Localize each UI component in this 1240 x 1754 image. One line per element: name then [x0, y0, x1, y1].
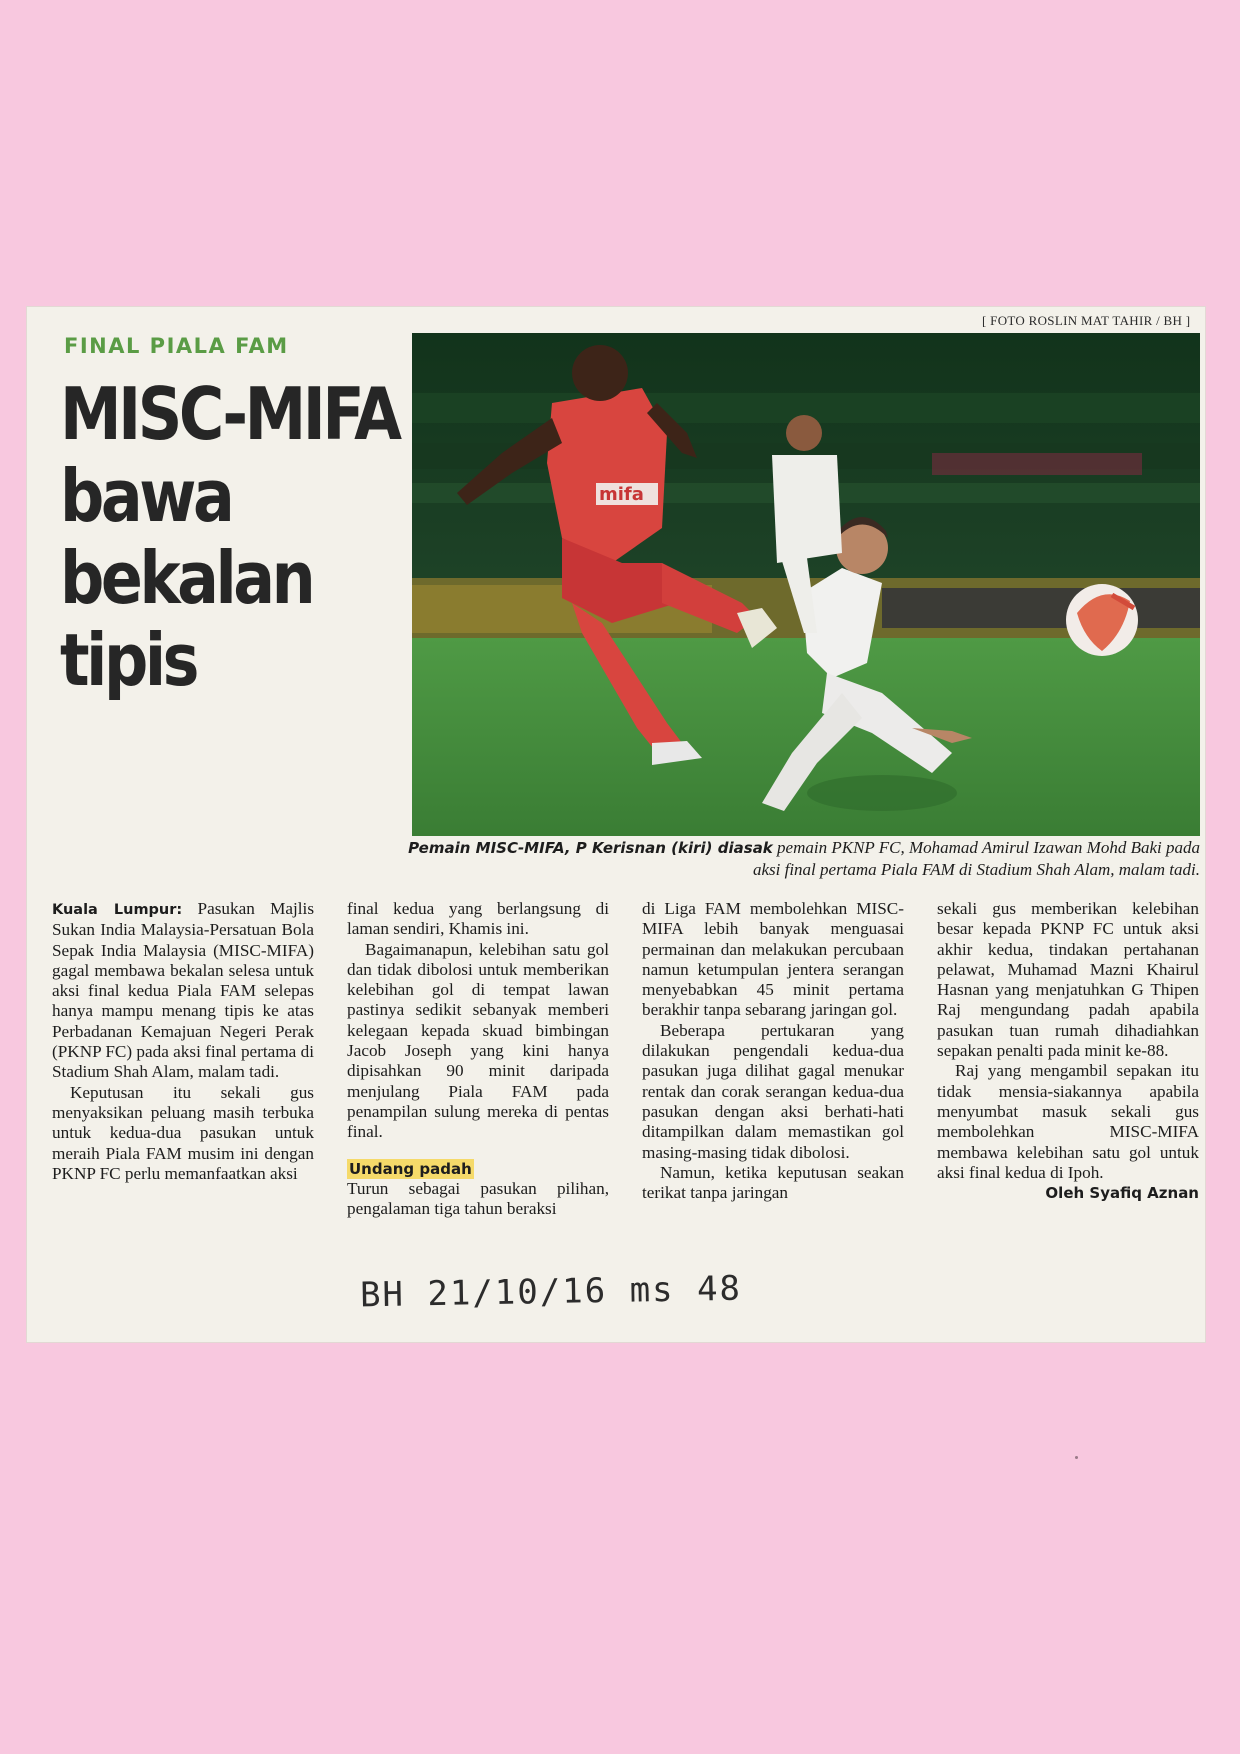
- body-column-3: [642, 899, 904, 1203]
- subheading: Undang padah: [349, 1159, 472, 1178]
- paragraph: Namun, ketika keputusan seakan terikat tanpa jaringan: [642, 1162, 904, 1203]
- body-column-1: [52, 899, 314, 1184]
- paragraph: final kedua yang berlangsung di laman sendiri, Khamis ini.: [347, 899, 609, 939]
- paragraph-text: Pasukan Majlis Sukan India Malaysia-Persatuan Bola Sepak India Malaysia (MISC-MIFA) gagal membawa bekalan selesa untuk aksi final kedua Piala FAM selepas hanya mampu menang tipis ke atas Perbadanan Kemajuan Negeri Perak (PKNP FC) pada aksi final pertama di Stadium Shah Alam, malam tadi.: [52, 899, 315, 1082]
- handwritten-note: BH 21/10/16 ms 48: [359, 1268, 743, 1316]
- paragraph: [52, 899, 314, 1083]
- headline-line: bawa: [60, 454, 232, 538]
- kicker: FINAL PIALA FAM: [64, 334, 289, 358]
- football: [1066, 584, 1138, 656]
- article-body: [52, 899, 1200, 1264]
- headline-line: bekalan: [60, 536, 313, 620]
- body-column-4: [937, 899, 1199, 1203]
- headline-line: MISC-MIFA: [60, 372, 399, 456]
- paragraph: sekali gus memberikan kelebihan besar kepada PKNP FC untuk aksi akhir kedua, tindakan pertahanan pelawat, Muhamad Mazni Khairul Hasnan yang menjatuhkan G Thipen Raj mengundang padah apabila pasukan tuan rumah dihadiahkan sepakan penalti pada minit ke-88.: [937, 899, 1199, 1061]
- page-speck: [1075, 1456, 1078, 1459]
- headline: [60, 372, 399, 702]
- paragraph: Bagaimanapun, kelebihan satu gol dan tidak dibolosi untuk memberikan kelebihan gol di tempat lawan pastinya sedikit sebanyak memberi kelegaan kepada skuad bimbingan Jacob Joseph yang kini hanya dipisahkan 90 minit daripada menjulang Piala FAM pada penampilan sulung mereka di pentas final.: [347, 939, 609, 1142]
- paragraph: Keputusan itu sekali gus menyaksikan peluang masih terbuka untuk kedua-dua pasukan untuk meraih Piala FAM musim ini dengan PKNP FC perlu memanfaatkan aksi: [52, 1082, 314, 1183]
- jersey-text: mifa: [599, 484, 644, 505]
- paragraph: Beberapa pertukaran yang dilakukan pengendali kedua-dua pasukan juga dilihat gagal menukar rentak dan corak serangan kedua-dua pasukan dengan aksi berhati-hati ditampilkan dalam memastikan gol masing-masing tidak dibolosi.: [642, 1020, 904, 1162]
- body-column-2: [347, 899, 609, 1219]
- headline-line: tipis: [60, 618, 197, 702]
- byline: Oleh Syafiq Aznan: [1045, 1184, 1199, 1203]
- dateline: Kuala Lumpur:: [52, 902, 183, 918]
- newspaper-clipping: [27, 307, 1205, 1342]
- photo-credit: [ FOTO ROSLIN MAT TAHIR / BH ]: [982, 313, 1191, 328]
- paragraph: Turun sebagai pasukan pilihan, pengalaman tiga tahun beraksi: [347, 1178, 609, 1219]
- caption-text: pemain PKNP FC, Mohamad Amirul Izawan Mohd Baki pada aksi final pertama Piala FAM di Stadium Shah Alam, malam tadi.: [752, 838, 1200, 879]
- match-photo: [412, 333, 1200, 836]
- paragraph: di Liga FAM membolehkan MISC-MIFA lebih banyak menguasai permainan dan melakukan percubaan namun ketumpulan jentera serangan menyebabkan 45 minit pertama berakhir tanpa sebarang jaringan gol.: [642, 899, 904, 1020]
- paragraph: Raj yang mengambil sepakan itu tidak mensia-siakannya apabila menyumbat masuk sekali gus membolehkan MISC-MIFA membawa kelebihan satu gol untuk aksi final kedua di Ipoh.: [937, 1061, 1199, 1182]
- photo-caption: [405, 837, 1200, 881]
- caption-lead: Pemain MISC-MIFA, P Kerisnan (kiri) diasak: [408, 839, 773, 857]
